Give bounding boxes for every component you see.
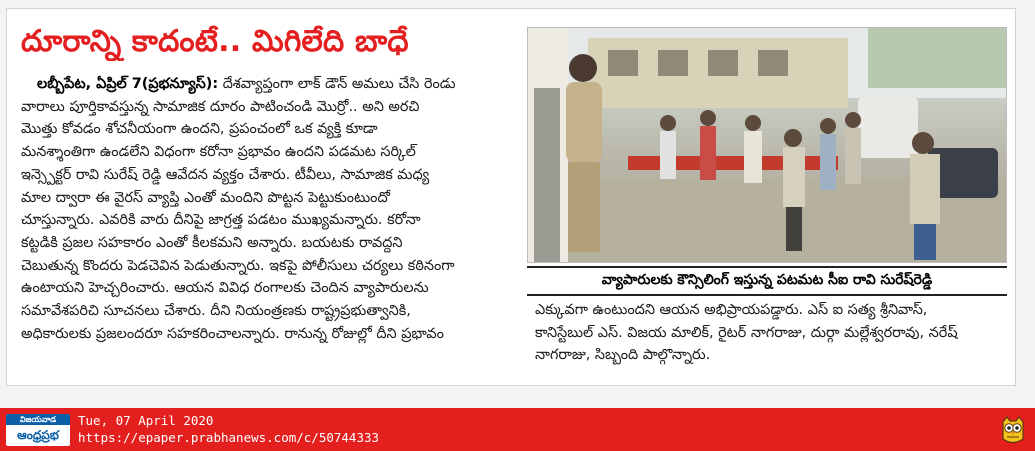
article-line: ఎక్కువగా ఉంటుందని ఆయన అభిప్రాయపడ్డారు. ఎస్ ఐ సత్య శ్రీనివాస్, — [535, 302, 928, 318]
article-line: వారాలు పూర్తికావస్తున్న సామాజిక దూరం పాటించండి మొర్రో.. అని అరచి — [21, 98, 420, 115]
article-line: నాగరాజు, సిబ్బంది పాల్గొన్నారు. — [535, 347, 711, 364]
newspaper-logo[interactable] — [6, 414, 70, 446]
article-line: సమావేశపరిచి సూచనలు చేశారు. దీని నియంత్రణకు రాష్ట్రప్రభుత్వానికి, — [21, 303, 411, 320]
article-line: కట్టడికి ప్రజల సహకారం ఎంతో కీలకమని అన్నారు. బయటకు రావద్దని — [21, 234, 403, 251]
article-line: కానిస్టేబుల్ ఎస్. విజయ మాలిక్, రైటర్ నాగరాజు, దుర్గా మల్లేశ్వరరావు, నరేష్ — [535, 324, 958, 341]
article-line: ఇన్స్పెక్టర్ రావి సురేష్ రెడ్డి ఆవేదన వ్యక్తం చేశారు. టీవీలు, సామాజిక మధ్య — [21, 166, 430, 183]
article-photo — [527, 27, 1007, 263]
owl-icon[interactable] — [996, 413, 1030, 447]
article-body-left-column — [21, 73, 517, 383]
photo-caption: వ్యాపారులకు కౌన్సిలింగ్ ఇస్తున్న పటమట సీఐ రావి సురేష్‌రెడ్డి — [527, 266, 1007, 296]
epaper-footer-bar — [0, 408, 1035, 451]
article-line: మొత్తు కోవడం శోచనీయంగా ఉందని, ప్రపంచంలో ఒక వ్యక్తి కూడా — [21, 121, 378, 138]
article-dateline: లబ్బీపేట, ఏప్రిల్ 7(ప్రభన్యూస్): — [37, 76, 219, 92]
news-article-clipping — [6, 8, 1016, 386]
article-url-link[interactable]: https://epaper.prabhanews.com/c/50744333 — [78, 430, 380, 445]
article-line — [21, 73, 517, 96]
article-line: అధికారులకు ప్రజలందరూ సహకరించాలన్నారు. రానున్న రోజుల్లో దీని ప్రభావం — [21, 325, 444, 342]
article-line: మాల ద్వారా ఈ వైరస్ వ్యాప్తి ఎంతో మందిని పొట్టన పెట్టుకుంటుందో — [21, 189, 390, 206]
article-line: ఉంటాయని హెచ్చరించారు. ఆయన వివిధ రంగాలకు చెందిన వ్యాపారులను — [21, 280, 429, 297]
article-line: మనశ్శాంతిగా ఉండలేని విధంగా కరోనా ప్రభావం ఉందని పడమట సర్కిల్ — [21, 144, 416, 161]
article-line: చూస్తున్నారు. ఎవరికి వారు దీనిపై జాగ్రత్త పడటం ముఖ్యమన్నారు. కరోనా — [21, 212, 421, 229]
logo-brand-name: ఆంధ్రప్రభ — [17, 428, 59, 442]
article-body-right-column — [535, 299, 1005, 383]
logo-edition-name: విజయవాడ — [6, 414, 70, 425]
article-line-text: దేశవ్యాప్తంగా లాక్ డౌన్ అమలు చేసి రెండు — [222, 76, 456, 92]
article-line: చెబుతున్న కొందరు పెడచెవిన పెడుతున్నారు. ఇకపై పోలీసులు చర్యలు కఠినంగా — [21, 257, 455, 274]
article-headline: దూరాన్ని కాదంటే.. మిగిలేది బాధే — [21, 24, 409, 59]
photo-illustration — [528, 28, 1007, 263]
publication-date: Tue, 07 April 2020 — [78, 413, 214, 428]
